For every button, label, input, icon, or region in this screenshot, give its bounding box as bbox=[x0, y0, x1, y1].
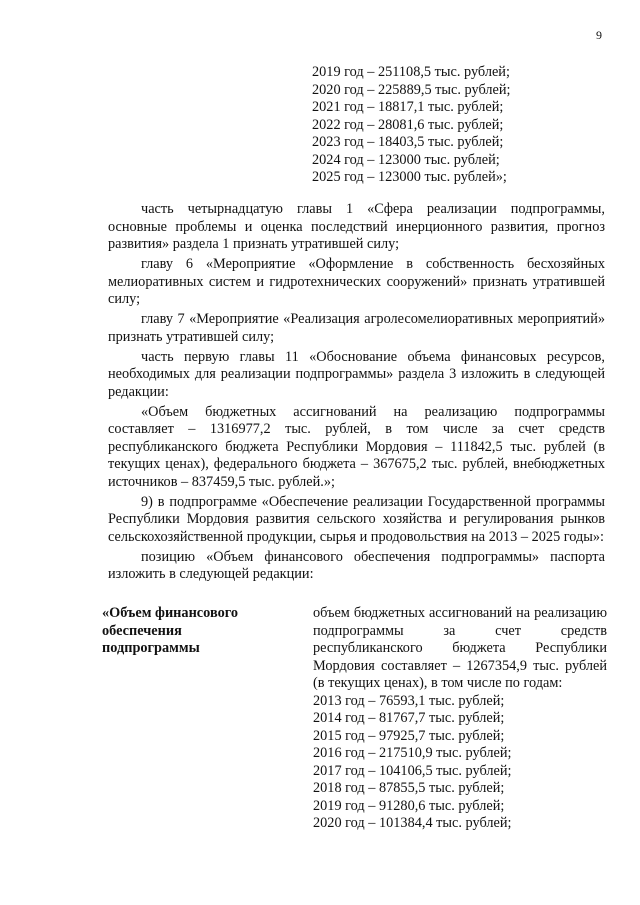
funding-years-list bbox=[312, 64, 572, 187]
passport-year-line: 2016 год – 217510,9 тыс. рублей; bbox=[313, 745, 512, 761]
passport-year-line: 2014 год – 81767,7 тыс. рублей; bbox=[313, 710, 505, 726]
paragraph: часть четырнадцатую главы 1 «Сфера реализации подпрограммы, основные проблемы и оценка последствий инерционного развития, прогноз развития» раздела 1 признать утратившей силу; bbox=[108, 201, 605, 252]
passport-year-line: 2020 год – 101384,4 тыс. рублей; bbox=[313, 815, 512, 831]
funding-year-line: 2019 год – 251108,5 тыс. рублей; bbox=[312, 64, 510, 80]
funding-year-line: 2021 год – 18817,1 тыс. рублей; bbox=[312, 99, 504, 115]
passport-year-line: 2015 год – 97925,7 тыс. рублей; bbox=[313, 727, 505, 744]
quoted-paragraph: «Объем бюджетных ассигнований на реализацию подпрограммы составляет – 1316977,2 тыс. рублей, в том числе за счет средств республиканского бюджета Республики Мордовия – 111842,5 тыс. рублей (в текущих ценах), федерального бюджета – 367675,2 тыс. рублей, внебюджетных источников – 837459,5 тыс. рублей.»; bbox=[108, 403, 605, 490]
paragraph: часть первую главы 11 «Обоснование объема финансовых ресурсов, необходимых для реализации подпрограммы» раздела 3 изложить в следующей редакции: bbox=[108, 348, 605, 400]
amendment-text bbox=[108, 201, 605, 586]
paragraph: позицию «Объем финансового обеспечения подпрограммы» паспорта изложить в следующей редакции: bbox=[108, 548, 605, 582]
funding-year-line: 2023 год – 18403,5 тыс. рублей; bbox=[312, 134, 504, 150]
paragraph: 9) в подпрограмме «Обеспечение реализации Государственной программы Республики Мордовия развития сельского хозяйства и регулирования рынков сельскохозяйственной продукции, сырья и продовольствия на 2013 – 2025 годы»: bbox=[108, 493, 605, 545]
page-number: 9 bbox=[596, 28, 602, 42]
passport-year-line: 2013 год – 76593,1 тыс. рублей; bbox=[313, 692, 505, 709]
passport-label-line: подпрограммы bbox=[102, 640, 200, 656]
funding-year-line: 2025 год – 123000 тыс. рублей»; bbox=[312, 169, 507, 185]
passport-label-line: обеспечения bbox=[102, 622, 182, 639]
funding-year-line: 2024 год – 123000 тыс. рублей; bbox=[312, 151, 500, 168]
passport-label-line: «Объем финансового bbox=[102, 605, 239, 621]
paragraph: главу 6 «Мероприятие «Оформление в собственность бесхозяйных мелиоративных систем и гидротехнических сооружений» признать утратившей силу; bbox=[108, 256, 605, 307]
passport-label bbox=[102, 605, 280, 658]
funding-year-line: 2020 год – 225889,5 тыс. рублей; bbox=[312, 81, 511, 98]
passport-year-line: 2019 год – 91280,6 тыс. рублей; bbox=[313, 797, 505, 814]
passport-value bbox=[313, 605, 607, 833]
funding-year-line: 2022 год – 28081,6 тыс. рублей; bbox=[312, 116, 504, 133]
passport-intro: объем бюджетных ассигнований на реализацию подпрограммы за счет средств республиканского бюджета Республики Мордовия составляет – 1267354,9 тыс. рублей (в текущих ценах), в том числе по годам: bbox=[313, 605, 607, 691]
passport-year-line: 2018 год – 87855,5 тыс. рублей; bbox=[313, 780, 505, 796]
paragraph: главу 7 «Мероприятие «Реализация агролесомелиоративных мероприятий» признать утратившей силу; bbox=[108, 311, 605, 345]
passport-year-line: 2017 год – 104106,5 тыс. рублей; bbox=[313, 762, 512, 779]
